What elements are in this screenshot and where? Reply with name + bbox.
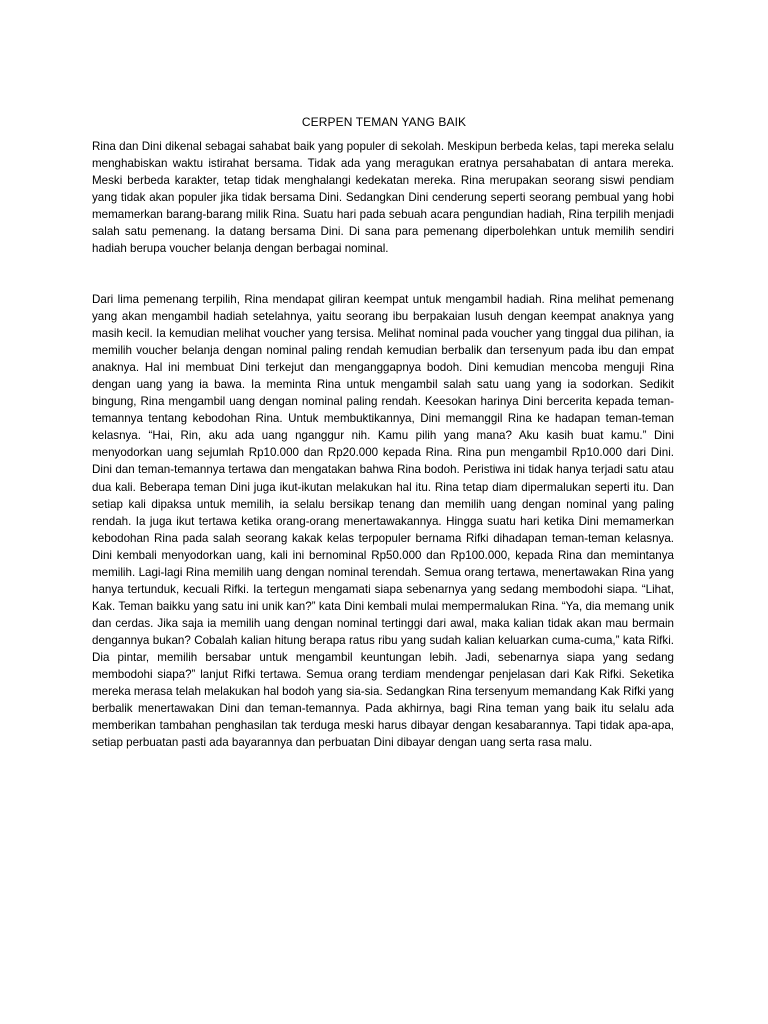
paragraph-1: Rina dan Dini dikenal sebagai sahabat baik yang populer di sekolah. Meskipun berbeda kelas, tapi mereka selalu menghabiskan waktu istirahat bersama. Tidak ada yang meragukan eratnya persahabatan di antara mereka. Meski berbeda karakter, tetap tidak menghalangi kedekatan mereka. Rina merupakan seorang siswi pendiam yang tidak akan populer jika tidak bersama Dini. Sedangkan Dini cenderung seperti seorang pembual yang hobi memamerkan barang-barang milik Rina. Suatu hari pada sebuah acara pengundian hadiah, Rina terpilih menjadi salah satu pemenang. Ia datang bersama Dini. Di sana para pemenang diperbolehkan untuk memilih sendiri hadiah berupa voucher belanja dengan berbagai nominal. bbox=[92, 140, 674, 256]
paragraph-2: Dari lima pemenang terpilih, Rina mendapat giliran keempat untuk mengambil hadiah. Rina melihat pemenang yang akan mengambil hadiah setelahnya, yaitu seorang ibu berpakaian lusuh dengan keempat anaknya yang masih kecil. Ia kemudian melihat voucher yang tersisa. Melihat nominal pada voucher yang tinggal dua pilihan, ia memilih voucher belanja dengan nominal paling rendah kemudian berbalik dan tersenyum pada ibu dan empat anaknya. Hal ini membuat Dini terkejut dan menganggapnya bodoh. Dini kemudian mencoba menguji Rina dengan uang yang ia bawa. Ia meminta Rina untuk mengambil salah satu uang yang ia sodorkan. Sedikit bingung, Rina mengambil uang dengan nominal paling rendah. Keesokan harinya Dini bercerita kepada teman-temannya tentang kebodohan Rina. Untuk membuktikannya, Dini memanggil Rina ke hadapan teman-teman kelasnya. “Hai, Rin, aku ada uang nganggur nih. Kamu pilih yang mana? Aku kasih buat kamu.” Dini menyodorkan uang sejumlah Rp10.000 dan Rp20.000 kepada Rina. Rina pun mengambil Rp10.000 dari Dini. Dini dan teman-temannya tertawa dan mengatakan bahwa Rina bodoh. Peristiwa ini tidak hanya terjadi satu atau dua kali. Beberapa teman Dini juga ikut-ikutan melakukan hal itu. Rina tetap diam dipermalukan seperti itu. Dan setiap kali dipaksa untuk memilih, ia selalu bersikap tenang dan memilih uang dengan nominal yang paling rendah. Ia juga ikut tertawa ketika orang-orang menertawakannya. Hingga suatu hari ketika Dini memamerkan kebodohan Rina pada salah seorang kakak kelas terpopuler bernama Rifki dihadapan teman-teman kelasnya. Dini kembali menyodorkan uang, kali ini bernominal Rp50.000 dan Rp100.000, kepada Rina dan memintanya memilih. Lagi-lagi Rina memilih uang dengan nominal terendah. Semua orang tertawa, menertawakan Rina yang hanya tertunduk, kecuali Rifki. Ia tertegun mengamati siapa sebenarnya yang sedang membodohi siapa. “Lihat, Kak. Teman baikku yang satu ini unik kan?” kata Dini kembali mulai mempermalukan Rina. “Ya, dia memang unik dan cerdas. Jika saja ia memilih uang dengan nominal tertinggi dari awal, maka kalian tidak akan mau bermain dengannya bukan? Cobalah kalian hitung berapa ratus ribu yang sudah kalian keluarkan cuma-cuma,” kata Rifki. Dia pintar, memilih bersabar untuk mengambil keuntungan lebih. Jadi, sebenarnya siapa yang sedang membodohi siapa?” lanjut Rifki tertawa. Semua orang terdiam mendengar penjelasan dari Kak Rifki. Seketika mereka merasa telah melakukan hal bodoh yang sia-sia. Sedangkan Rina tersenyum memandang Kak Rifki yang berbalik menertawakan Dini dan teman-temannya. Pada akhirnya, bagi Rina teman yang baik itu selalu ada memberikan tambahan penghasilan tak terduga meski harus dibayar dengan kesabarannya. Tapi tidak apa-apa, setiap perbuatan pasti ada bayarannya dan perbuatan Dini dibayar dengan uang serta rasa malu. bbox=[92, 293, 674, 750]
document-title: CERPEN TEMAN YANG BAIK bbox=[301, 115, 467, 129]
